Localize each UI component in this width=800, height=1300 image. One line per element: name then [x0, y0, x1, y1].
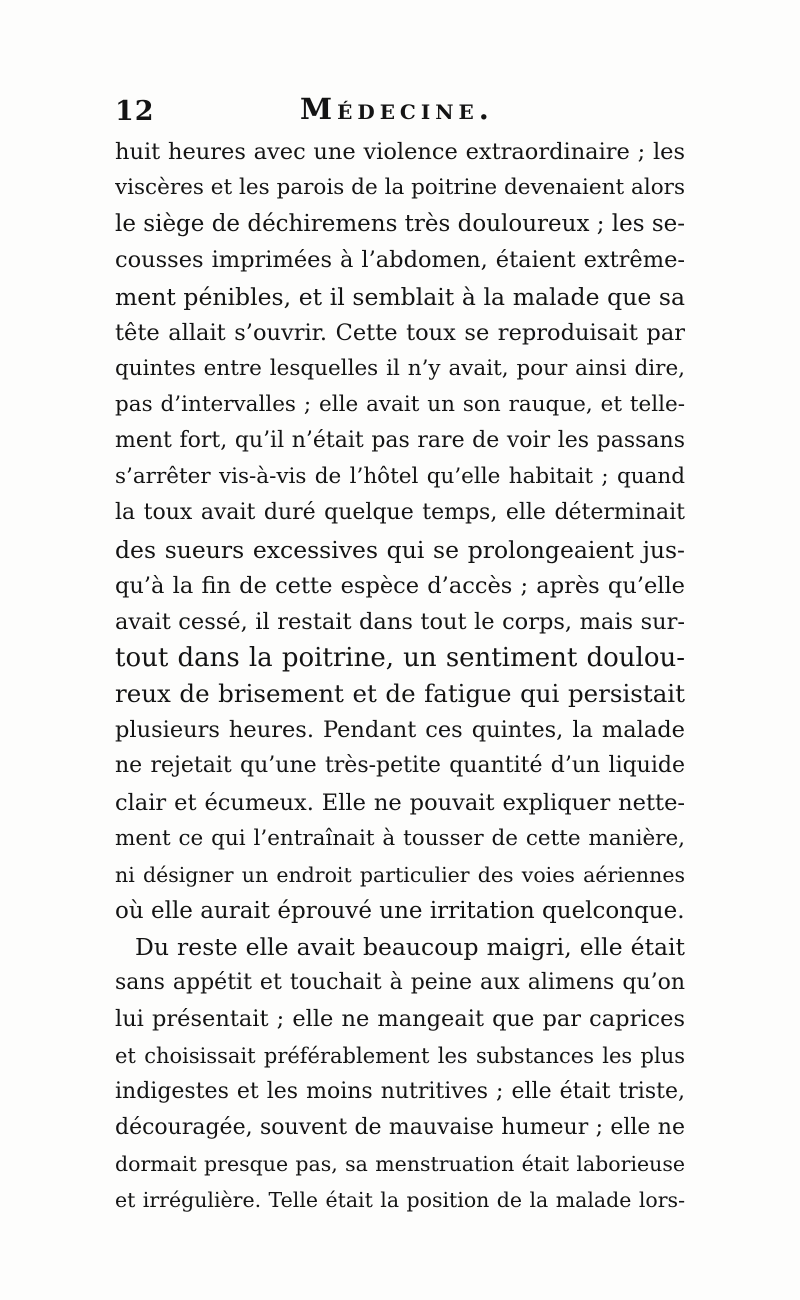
text-line: clair et écumeux. Elle ne pouvait expliquer nette- [115, 789, 685, 816]
body-text [115, 134, 685, 1218]
text-line: dormait presque pas, sa menstruation était laborieuse [115, 1151, 685, 1176]
text-line: ment fort, qu’il n’était pas rare de voir les passans [115, 428, 685, 454]
text-line: huit heures avec une violence extraordinaire ; les [115, 139, 685, 165]
text-line: lui présentait ; elle ne mangeait que par caprices [115, 1006, 685, 1033]
text-line: et choisissait préférablement les substances les plus [115, 1043, 685, 1068]
text-line: la toux avait duré quelque temps, elle déterminait [115, 500, 685, 526]
text-line: le siège de déchiremens très douloureux ; les se- [115, 211, 685, 238]
text-line: avait cessé, il restait dans tout le corps, mais sur- [115, 608, 685, 635]
running-head: Médecine. [300, 92, 494, 126]
text-line: ment pénibles, et il semblait à la malade que sa [115, 282, 685, 311]
text-line: s’arrêter vis-à-vis de l’hôtel qu’elle habitait ; quand [115, 464, 685, 490]
text-line: ment ce qui l’entraînait à tousser de cette manière, [115, 825, 685, 851]
text-line: cousses imprimées à l’abdomen, étaient extrême- [115, 247, 685, 274]
text-line: pas d’intervalles ; elle avait un son rauque, et telle- [115, 391, 685, 417]
text-line: plusieurs heures. Pendant ces quintes, la malade [115, 717, 685, 744]
text-line: ni désigner un endroit particulier des voies aériennes [115, 862, 685, 887]
paragraph-end-line: où elle aurait éprouvé une irritation quelconque. [115, 897, 685, 924]
page-number: 12 [115, 96, 155, 127]
text-line: tête allait s’ouvrir. Cette toux se reproduisait par [115, 319, 685, 346]
paragraph-start-line: Du reste elle avait beaucoup maigri, elle était [135, 933, 685, 962]
text-line: quintes entre lesquelles il n’y avait, pour ainsi dire, [115, 355, 685, 381]
text-line: viscères et les parois de la poitrine devenaient alors [115, 175, 685, 201]
text-line: découragée, souvent de mauvaise humeur ; elle ne [115, 1114, 685, 1140]
text-line: tout dans la poitrine, un sentiment doulou- [115, 642, 685, 673]
text-line: sans appétit et touchait à peine aux alimens qu’on [115, 970, 685, 996]
text-line: et irrégulière. Telle était la position de la malade lors- [115, 1188, 685, 1213]
text-line: des sueurs excessives qui se prolongeaient jus- [115, 535, 685, 564]
text-line: indigestes et les moins nutritives ; elle était triste, [115, 1078, 685, 1104]
page-header [115, 92, 685, 132]
text-line: ne rejetait qu’une très-petite quantité d’un liquide [115, 753, 685, 779]
text-line: reux de brisement et de fatigue qui persistait [115, 679, 685, 709]
text-line: qu’à la fin de cette espèce d’accès ; après qu’elle [115, 572, 685, 599]
